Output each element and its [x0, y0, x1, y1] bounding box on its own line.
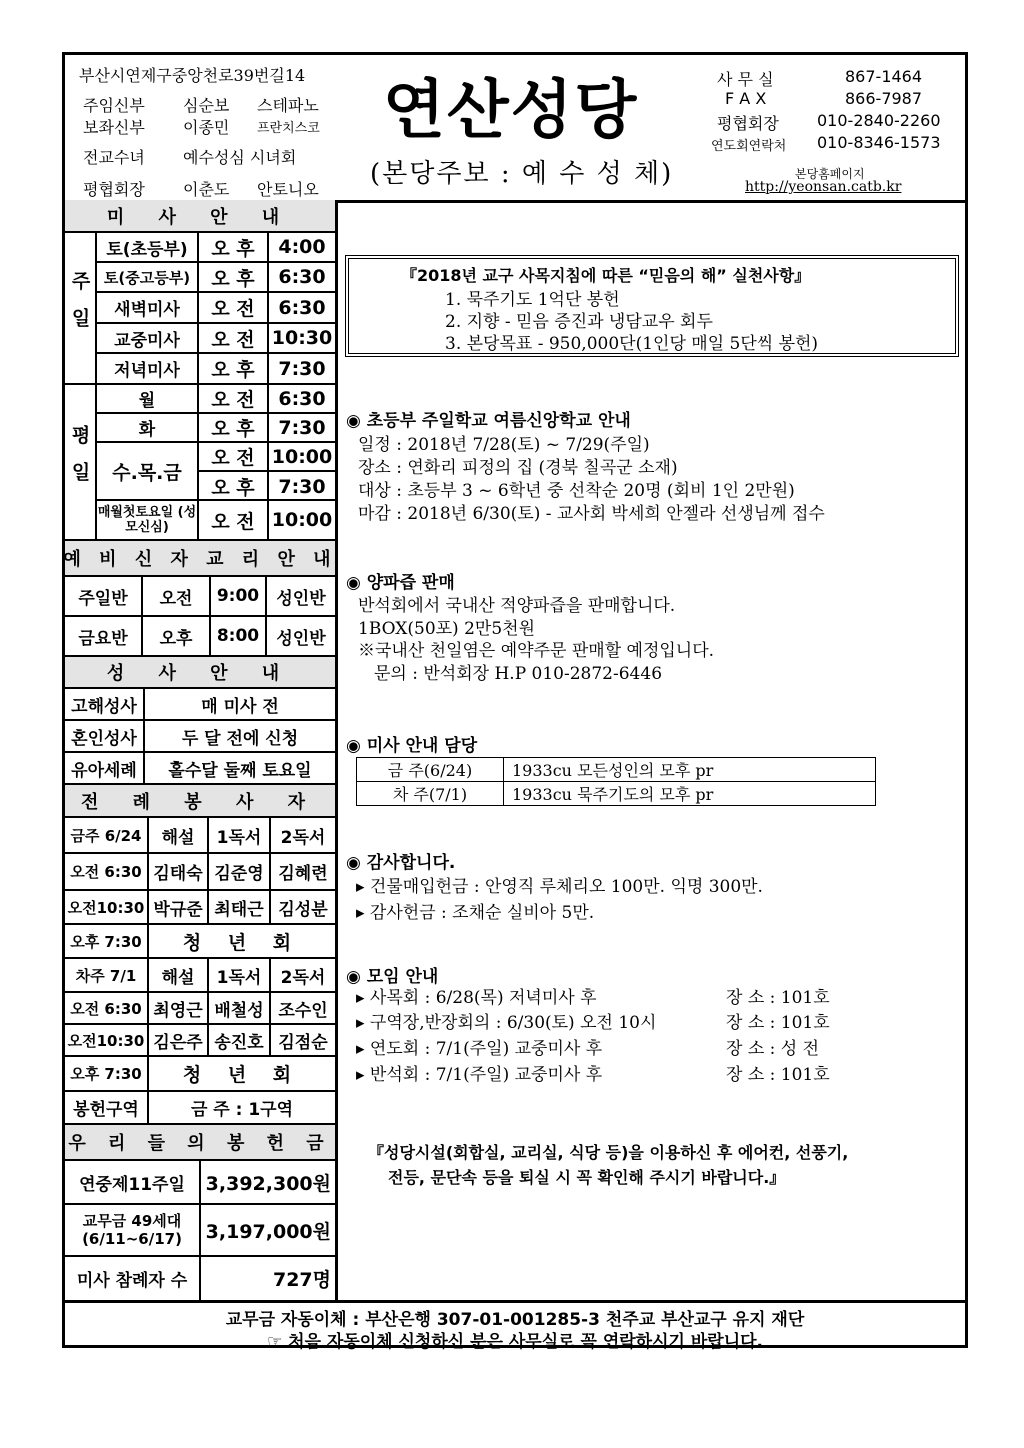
facility-notice-line2: 전등, 문단속 등을 퇴실 시 꼭 확인해 주시기 바랍니다.』 — [388, 1168, 786, 1187]
camp-line: 장소 : 연화리 피정의 집 (경북 칠곡군 소재) — [358, 458, 678, 478]
meeting-where: 장 소 : 101호 — [726, 1013, 830, 1033]
meeting-what: ▸ 연도회 : 7/1(주일) 교중미사 후 — [356, 1039, 603, 1059]
assistant-saint: 프란치스코 — [257, 121, 320, 136]
meeting-what: ▸ 사목회 : 6/28(목) 저녁미사 후 — [356, 988, 597, 1008]
assistant-name: 이종민 — [183, 118, 230, 137]
council-role: 평협회장 — [83, 180, 145, 199]
servers-week-header: 차주 7/1 해설 1독서 2독서 — [65, 959, 335, 993]
table-row: 차 주(7/1) 1933cu 묵주기도의 모후 pr — [357, 782, 876, 806]
servers-week-header: 금주 6/24 해설 1독서 2독서 — [65, 818, 335, 854]
catechumen-header: 예 비 신 자 교 리 안 내 — [65, 541, 335, 577]
table-row: 금 주(6/24) 1933cu 모든성인의 모후 pr — [357, 758, 876, 782]
mass-row: 매월첫토요일 (성모신심) 오 전 10:00 — [97, 501, 335, 541]
servers-row: 오후 7:30 청 년 회 — [65, 1057, 335, 1092]
right-column — [338, 200, 965, 1300]
president-label: 평협회장 — [717, 114, 779, 133]
onion-line: 반석회에서 국내산 적양파즙을 판매합니다. — [358, 596, 676, 616]
fax-phone: 866-7987 — [845, 89, 923, 108]
servers-row: 오전10:30 김은주 송진호 김점순 — [65, 1025, 335, 1057]
youth-phone: 010-8346-1573 — [817, 133, 941, 152]
mass-row: 새벽미사 오 전 6:30 — [97, 293, 335, 324]
offerings-header: 우 리 들 의 봉 헌 금 — [65, 1125, 335, 1161]
camp-line: 일정 : 2018년 7/28(토) ~ 7/29(주일) — [358, 435, 650, 455]
mass-row: 교중미사 오 전 10:30 — [97, 324, 335, 354]
meeting-what: ▸ 구역장,반장회의 : 6/30(토) 오전 10시 — [356, 1013, 657, 1033]
mass-duty-title: ◉ 미사 안내 담당 — [346, 736, 478, 756]
thanks-line: ▸ 감사헌금 : 조채순 실비아 5만. — [356, 903, 595, 923]
meeting-where: 장 소 : 성 전 — [726, 1039, 820, 1059]
address: 부산시연제구중앙천로39번길14 — [79, 66, 306, 85]
facility-notice-line1: 『성당시설(회합실, 교리실, 식당 등)을 이용하신 후 에어컨, 선풍기, — [368, 1143, 849, 1162]
footer-line2: ☞ 처음 자동이체 신청하신 분은 사무실로 꼭 연락하시기 바랍니다. — [266, 1332, 764, 1352]
offering-row: 연중제11주일 3,392,300원 — [65, 1161, 335, 1205]
mass-row: 토(초등부) 오 후 4:00 — [97, 233, 335, 263]
header — [65, 55, 965, 203]
office-label: 사 무 실 — [717, 70, 774, 89]
offering-district-row: 봉헌구역 금 주 : 1구역 — [65, 1092, 335, 1125]
president-phone: 010-2840-2260 — [817, 111, 941, 130]
pastor-role: 주임신부 — [83, 96, 145, 115]
thanks-title: ◉ 감사합니다. — [346, 853, 456, 873]
meeting-where: 장 소 : 101호 — [726, 988, 830, 1008]
office-phone: 867-1464 — [845, 67, 923, 86]
camp-title: ◉ 초등부 주일학교 여름신앙학교 안내 — [346, 411, 631, 431]
servers-row: 오전10:30 박규준 최태근 김성분 — [65, 891, 335, 925]
council-saint: 안토니오 — [257, 180, 319, 199]
pastor-name: 심순보 — [183, 96, 230, 115]
camp-line: 대상 : 초등부 3 ~ 6학년 중 선착순 20명 (회비 1인 2만원) — [358, 481, 795, 501]
bulletin-page — [62, 52, 968, 1352]
nun-name: 예수성심 시녀회 — [183, 148, 297, 167]
sunday-label: 주일 — [65, 233, 97, 385]
weekday-label: 평일 — [65, 385, 97, 541]
mass-duty-table — [356, 757, 876, 806]
footer-line1: 교무금 자동이체 : 부산은행 307-01-001285-3 천주교 부산교구 유지 재단 — [225, 1310, 805, 1330]
assistant-role: 보좌신부 — [83, 118, 145, 137]
meeting-what: ▸ 반석회 : 7/1(주일) 교중미사 후 — [356, 1065, 603, 1085]
mass-row: 수.목.금 오 전 10:00 오 후 7:30 — [97, 443, 335, 501]
youth-label: 연도회연락처 — [711, 139, 787, 154]
camp-line: 마감 : 2018년 6/30(토) - 교사회 박세희 안젤라 선생님께 접수 — [358, 504, 825, 524]
sacrament-row: 고해성사 매 미사 전 — [65, 689, 335, 721]
onion-title: ◉ 양파즙 판매 — [346, 573, 455, 593]
mass-header: 미 사 안 내 — [65, 200, 335, 233]
mass-row: 저녁미사 오 후 7:30 — [97, 354, 335, 385]
onion-line: ※국내산 천일염은 예약주문 판매할 예정입니다. — [358, 641, 715, 661]
catechumen-row: 주일반 오전 9:00 성인반 — [65, 577, 335, 617]
footer — [65, 1300, 965, 1351]
servers-row: 오후 7:30 청 년 회 — [65, 925, 335, 959]
mass-row: 월 오 전 6:30 — [97, 385, 335, 414]
council-name: 이춘도 — [183, 180, 230, 199]
servers-header: 전 례 봉 사 자 — [65, 785, 335, 818]
offering-row: 미사 참례자 수 727명 — [65, 1257, 335, 1300]
notice-box: 『2018년 교구 사목지침에 따른 “믿음의 해” 실천사항』 1. 묵주기도 1억단 봉헌 2. 지향 - 믿음 증진과 냉담교우 회두 3. 본당목표 - 950,000단(1인당 매일 5단씩 봉헌) — [348, 258, 956, 354]
left-column — [65, 200, 338, 1300]
mass-row: 토(중고등부) 오 후 6:30 — [97, 263, 335, 293]
nun-role: 전교수녀 — [83, 148, 145, 167]
homepage-label: 본당홈페이지 — [795, 167, 865, 181]
sacrament-row: 유아세례 홀수달 둘째 토요일 — [65, 753, 335, 785]
parish-title: 연산성당 — [383, 74, 639, 148]
onion-line: 문의 : 반석회장 H.P 010-2872-6446 — [374, 664, 663, 684]
servers-row: 오전 6:30 최영근 배철성 조수인 — [65, 993, 335, 1025]
meeting-where: 장 소 : 101호 — [726, 1065, 830, 1085]
servers-row: 오전 6:30 김태숙 김준영 김혜련 — [65, 854, 335, 891]
mass-row: 화 오 후 7:30 — [97, 414, 335, 443]
offering-row: 교무금 49세대 (6/11~6/17) 3,197,000원 — [65, 1205, 335, 1257]
catechumen-row: 금요반 오후 8:00 성인반 — [65, 617, 335, 657]
bulletin-subtitle: (본당주보 : 예 수 성 체) — [370, 159, 674, 189]
pastor-saint: 스테파노 — [257, 96, 319, 115]
thanks-line: ▸ 건물매입헌금 : 안영직 루체리오 100만. 익명 300만. — [356, 877, 763, 897]
fax-label: F A X — [725, 89, 767, 108]
sacrament-row: 혼인성사 두 달 전에 신청 — [65, 721, 335, 753]
homepage-link[interactable]: http://yeonsan.catb.kr — [745, 179, 902, 195]
sacraments-header: 성 사 안 내 — [65, 657, 335, 689]
onion-line: 1BOX(50포) 2만5천원 — [358, 619, 535, 639]
meetings-title: ◉ 모임 안내 — [346, 967, 439, 987]
